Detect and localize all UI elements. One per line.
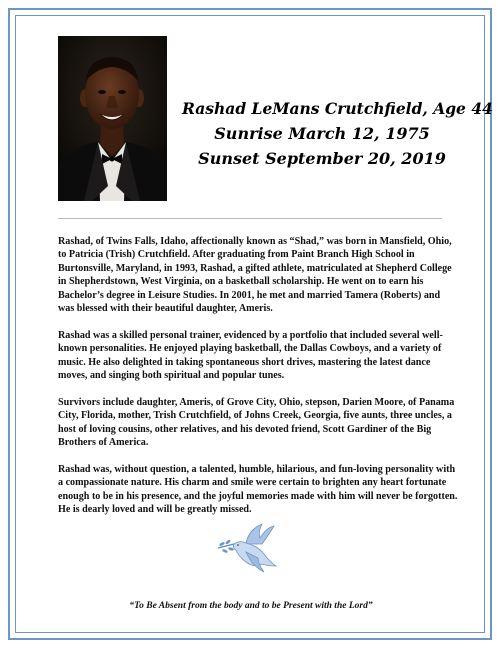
divider-line (58, 218, 442, 219)
sunrise-date: Sunrise March 12, 1975 (214, 124, 430, 143)
sunset-date: Sunset September 20, 2019 (198, 149, 446, 168)
obituary-body (58, 235, 458, 530)
footer-quote: “To Be Absent from the body and to be Present with the Lord” (129, 601, 373, 611)
obituary-paragraph: Rashad was, without question, a talented, humble, hilarious, and fun-loving personality with a compassionate nature. His charm and smile were certain to brighten any heart fortunate enough to be in his presence, and the joyful memories made with him will never be forgotten. He is dearly loved and will be greatly missed. (58, 463, 458, 516)
dove-icon (216, 522, 280, 578)
obituary-paragraph: Survivors include daughter, Ameris, of Grove City, Ohio, stepson, Darien Moore, of Panama City, Florida, mother, Trish Crutchfield, of Johns Creek, Georgia, five aunts, three uncles, a host of loving cousins, other relatives, and his devoted friend, Scott Gardiner of the Big Brothers of America. (58, 396, 455, 449)
portrait-photo (58, 36, 167, 201)
obituary-paragraph: Rashad was a skilled personal trainer, evidenced by a portfolio that included several well-known personalities. He enjoyed playing basketball, the Dallas Cowboys, and a variety of music. He also delighted in taking spontaneous short drives, mastering the latest dance moves, and singing both spiritual and popular tunes. (58, 329, 443, 382)
obituary-paragraph: Rashad, of Twins Falls, Idaho, affectionally known as “Shad,” was born in Mansfield, Ohio, to Patricia (Trish) Crutchfield. After graduating from Paint Branch High School in Burtonsville, Maryland, in 1993, Rashad, a gifted athlete, matriculated at Shepherd College in Shepherdstown, West Virginia, on a basketball scholarship. He went on to earn his Bachelor’s degree in Leisure Studies. In 2001, he met and married Tamera (Roberts) and was blessed with their beautiful daughter, Ameris. (58, 236, 452, 315)
deceased-name-age: Rashad LeMans Crutchfield, Age 44 (182, 99, 493, 118)
name-and-dates-header (182, 96, 493, 171)
